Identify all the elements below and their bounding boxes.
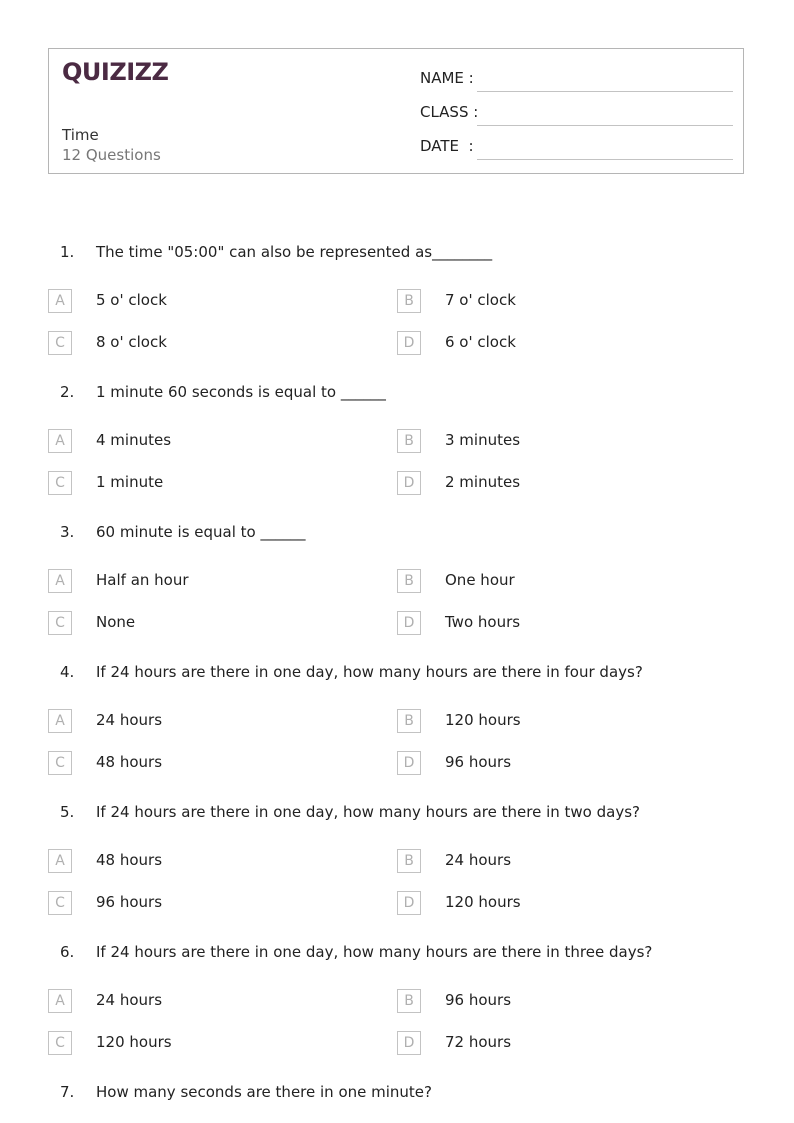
option-c[interactable]	[48, 611, 348, 635]
class-label: CLASS :	[420, 103, 479, 121]
question-number: 2.	[60, 383, 75, 401]
question-number: 3.	[60, 523, 75, 541]
option-d[interactable]	[397, 1031, 697, 1055]
option-c[interactable]	[48, 471, 348, 495]
worksheet-title: Time	[62, 126, 99, 144]
option-text: 24 hours	[96, 711, 163, 729]
question-text: If 24 hours are there in one day, how many hours are there in two days?	[96, 803, 640, 821]
date-field[interactable]	[420, 137, 733, 161]
option-b[interactable]	[397, 569, 697, 593]
question-number: 4.	[60, 663, 75, 681]
option-a[interactable]	[48, 289, 348, 313]
option-text: Half an hour	[96, 571, 189, 589]
option-text: 24 hours	[96, 991, 163, 1009]
option-d[interactable]	[397, 471, 697, 495]
name-label: NAME :	[420, 69, 474, 87]
date-line[interactable]	[477, 159, 733, 160]
question-text: How many seconds are there in one minute?	[96, 1083, 432, 1101]
worksheet-header	[48, 48, 744, 174]
option-a[interactable]	[48, 849, 348, 873]
question-5	[0, 803, 794, 923]
option-text: 48 hours	[96, 753, 163, 771]
option-letter-box: A	[48, 569, 72, 593]
option-letter-box: B	[397, 989, 421, 1013]
option-text: 48 hours	[96, 851, 163, 869]
option-letter-box: B	[397, 569, 421, 593]
option-letter-box: B	[397, 849, 421, 873]
option-text: None	[96, 613, 136, 631]
option-a[interactable]	[48, 429, 348, 453]
option-letter-box: A	[48, 289, 72, 313]
question-text: The time "05:00" can also be represented as________	[96, 243, 493, 261]
option-text: 4 minutes	[96, 431, 172, 449]
question-text: If 24 hours are there in one day, how many hours are there in four days?	[96, 663, 643, 681]
option-text: 6 o' clock	[445, 333, 516, 351]
option-b[interactable]	[397, 709, 697, 733]
option-letter-box: A	[48, 709, 72, 733]
option-text: 96 hours	[96, 893, 163, 911]
name-field[interactable]	[420, 69, 733, 93]
question-number: 1.	[60, 243, 75, 261]
option-text: 3 minutes	[445, 431, 521, 449]
option-letter-box: D	[397, 331, 421, 355]
question-text: 60 minute is equal to ______	[96, 523, 306, 541]
option-a[interactable]	[48, 569, 348, 593]
question-2	[0, 383, 794, 503]
class-field[interactable]	[420, 103, 733, 127]
option-text: Two hours	[445, 613, 521, 631]
option-letter-box: D	[397, 751, 421, 775]
option-text: One hour	[445, 571, 515, 589]
option-a[interactable]	[48, 989, 348, 1013]
option-text: 72 hours	[445, 1033, 512, 1051]
option-c[interactable]	[48, 751, 348, 775]
option-c[interactable]	[48, 1031, 348, 1055]
option-b[interactable]	[397, 429, 697, 453]
option-text: 5 o' clock	[96, 291, 167, 309]
question-3	[0, 523, 794, 643]
question-number: 5.	[60, 803, 75, 821]
option-d[interactable]	[397, 331, 697, 355]
quizizz-logo: QUIZIZZ	[62, 58, 169, 86]
question-1	[0, 243, 794, 363]
option-text: 120 hours	[96, 1033, 172, 1051]
option-a[interactable]	[48, 709, 348, 733]
question-4	[0, 663, 794, 783]
question-6	[0, 943, 794, 1063]
option-letter-box: C	[48, 331, 72, 355]
question-count: 12 Questions	[62, 146, 161, 164]
option-text: 1 minute	[96, 473, 164, 491]
question-text: If 24 hours are there in one day, how many hours are there in three days?	[96, 943, 653, 961]
class-line[interactable]	[477, 125, 733, 126]
option-d[interactable]	[397, 751, 697, 775]
option-letter-box: A	[48, 849, 72, 873]
option-letter-box: C	[48, 751, 72, 775]
question-number: 7.	[60, 1083, 75, 1101]
name-line[interactable]	[477, 91, 733, 92]
option-letter-box: D	[397, 471, 421, 495]
option-text: 7 o' clock	[445, 291, 516, 309]
option-c[interactable]	[48, 331, 348, 355]
question-number: 6.	[60, 943, 75, 961]
option-text: 2 minutes	[445, 473, 521, 491]
option-d[interactable]	[397, 611, 697, 635]
option-letter-box: B	[397, 289, 421, 313]
option-letter-box: D	[397, 1031, 421, 1055]
option-d[interactable]	[397, 891, 697, 915]
option-text: 24 hours	[445, 851, 512, 869]
option-letter-box: C	[48, 611, 72, 635]
option-letter-box: C	[48, 1031, 72, 1055]
option-letter-box: B	[397, 709, 421, 733]
option-letter-box: A	[48, 429, 72, 453]
option-letter-box: C	[48, 891, 72, 915]
option-text: 96 hours	[445, 753, 512, 771]
option-letter-box: C	[48, 471, 72, 495]
option-b[interactable]	[397, 289, 697, 313]
option-letter-box: B	[397, 429, 421, 453]
option-c[interactable]	[48, 891, 348, 915]
option-letter-box: D	[397, 611, 421, 635]
option-text: 8 o' clock	[96, 333, 167, 351]
date-label: DATE :	[420, 137, 474, 155]
option-b[interactable]	[397, 849, 697, 873]
option-letter-box: D	[397, 891, 421, 915]
option-text: 120 hours	[445, 711, 521, 729]
question-text: 1 minute 60 seconds is equal to ______	[96, 383, 386, 401]
option-text: 96 hours	[445, 991, 512, 1009]
option-b[interactable]	[397, 989, 697, 1013]
question-7	[0, 1083, 794, 1113]
option-text: 120 hours	[445, 893, 521, 911]
option-letter-box: A	[48, 989, 72, 1013]
